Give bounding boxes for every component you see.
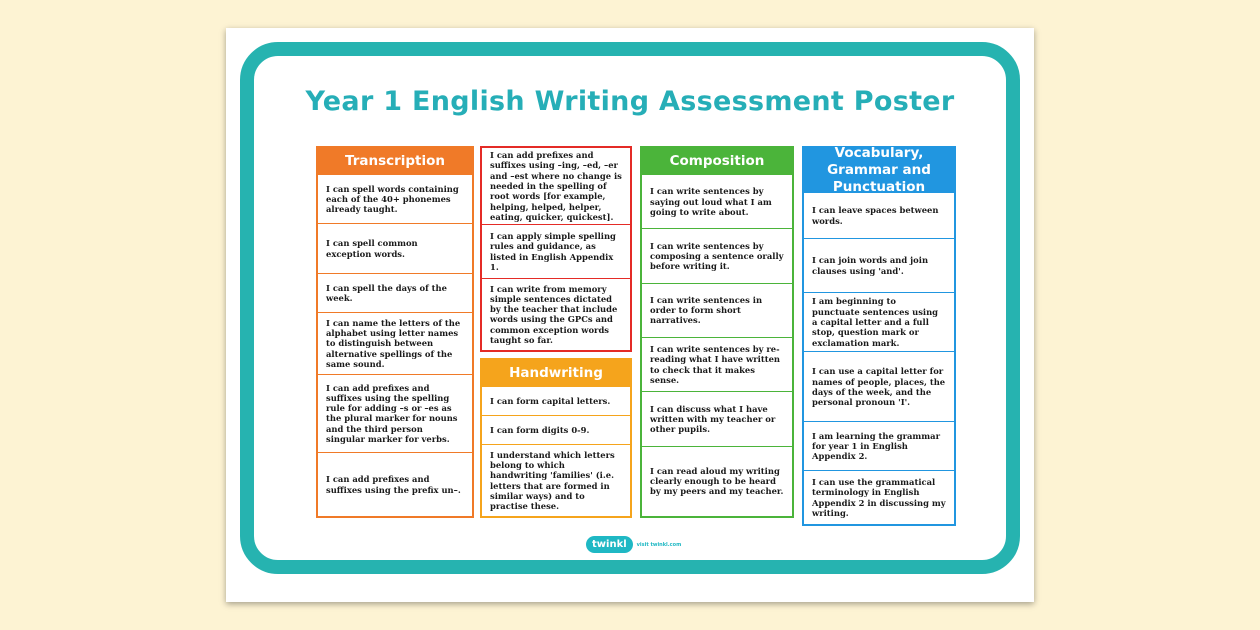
composition-item: I can write sentences by composing a sentence orally before writing it. [642,228,792,282]
spelling-item: I can apply simple spelling rules and guidance, as listed in English Appendix 1. [482,224,630,278]
handwriting-column [480,358,632,518]
composition-item: I can write sentences in order to form short narratives. [642,283,792,337]
handwriting-item: I can form capital letters. [482,386,630,415]
visit-link-text: visit twinkl.com [636,541,682,548]
transcription-item: I can add prefixes and suffixes using the prefix un–. [318,452,472,516]
transcription-item: I can spell common exception words. [318,223,472,272]
composition-item: I can write sentences by saying out loud what I am going to write about. [642,174,792,228]
poster-sheet [226,28,1034,602]
transcription-item: I can spell the days of the week. [318,273,472,313]
transcription-heading: Transcription [318,148,472,174]
vgp-item: I can leave spaces between words. [804,192,954,238]
composition-item: I can read aloud my writing clearly enough to be heard by my peers and my teacher. [642,446,792,516]
vgp-item: I can use the grammatical terminology in English Appendix 2 in discussing my writing. [804,470,954,524]
spelling-item: I can add prefixes and suffixes using –ing, –ed, –er and –est where no change is needed in the spelling of root words [for example, helping, helped, helper, eating, quicker, quickest]. [490,150,622,222]
vgp-item: I can use a capital letter for names of people, places, the days of the week, and the personal pronoun 'I'. [804,351,954,421]
composition-item: I can discuss what I have written with my teacher or other pupils. [642,391,792,445]
transcription-item: I can name the letters of the alphabet using letter names to distinguish between alternative spellings of the same sound. [318,312,472,373]
vgp-column [802,146,956,526]
handwriting-heading: Handwriting [482,360,630,386]
vgp-item: I am learning the grammar for year 1 in English Appendix 2. [804,421,954,470]
vgp-item: I am beginning to punctuate sentences using a capital letter and a full stop, question mark or exclamation mark. [804,292,954,351]
vgp-item: I can join words and join clauses using 'and'. [804,238,954,292]
composition-item: I can write sentences by re-reading what I have written to check that it makes sense. [642,337,792,391]
composition-heading: Composition [642,148,792,174]
transcription-item: I can add prefixes and suffixes using the spelling rule for adding –s or –es as the plural marker for nouns and the third person singular marker for verbs. [318,374,472,452]
spelling-column [480,146,632,352]
spelling-item: I can write from memory simple sentences dictated by the teacher that include words using the GPCs and common exception words taught so far. [482,278,630,350]
handwriting-item: I understand which letters belong to which handwriting 'families' (i.e. letters that are formed in similar ways) and to practise these. [482,444,630,516]
vgp-heading: Vocabulary, Grammar and Punctuation [804,148,954,192]
twinkl-logo[interactable] [586,536,681,553]
transcription-column [316,146,474,518]
handwriting-item: I can form digits 0-9. [482,415,630,444]
twinkl-brand: twinkl [586,536,633,553]
poster-title: Year 1 English Writing Assessment Poster [305,86,955,117]
transcription-item: I can spell words containing each of the 40+ phonemes already taught. [318,174,472,223]
composition-column [640,146,794,518]
